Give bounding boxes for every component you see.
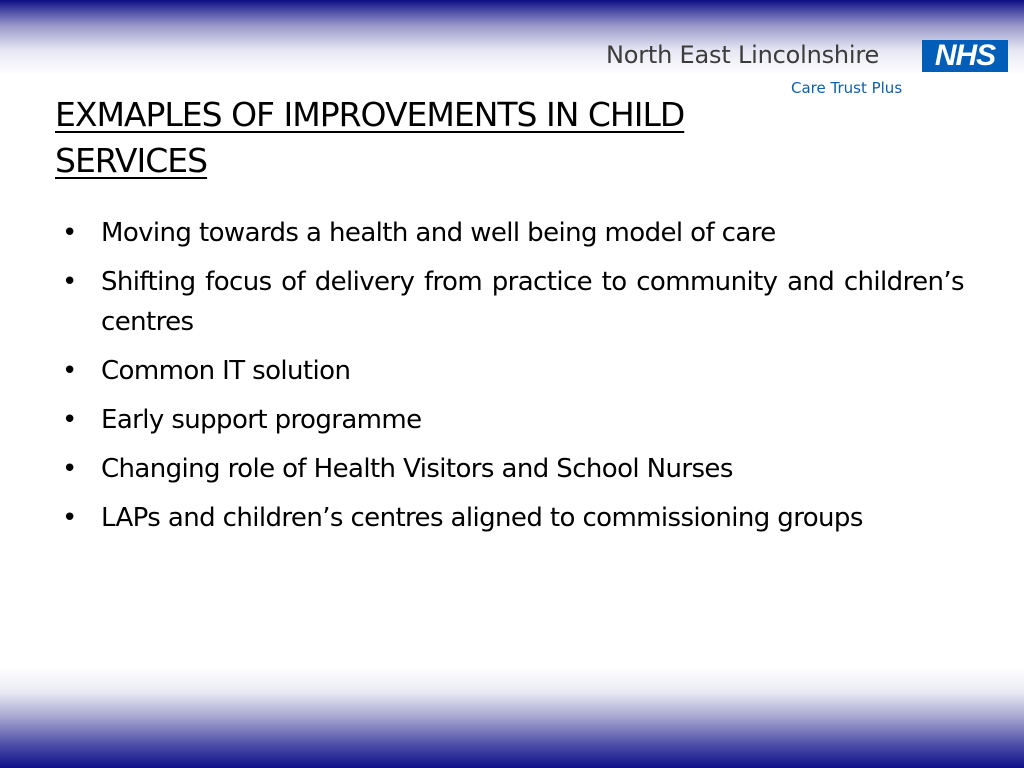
bullet-text: Moving towards a health and well being model of care [101, 218, 776, 248]
slide-title: EXMAPLES OF IMPROVEMENTS IN CHILD SERVICES [55, 95, 685, 180]
org-subtitle: Care Trust Plus [791, 79, 903, 97]
bullet-icon: • [62, 405, 77, 435]
bullet-text: Shifting focus of delivery from practice to community and children’s centres [101, 267, 964, 337]
bullet-item [62, 213, 964, 253]
bullet-icon: • [62, 356, 77, 386]
bullet-icon: • [62, 267, 77, 297]
org-name: North East Lincolnshire [606, 41, 880, 69]
bullet-text: Early support programme [101, 405, 422, 435]
bullet-icon: • [62, 454, 77, 484]
nhs-logo-icon: NHS [922, 40, 1008, 72]
bullet-item [62, 351, 964, 391]
bullet-item [62, 498, 964, 538]
bullet-item [62, 449, 964, 489]
bullet-text: Common IT solution [101, 356, 351, 386]
bullet-item [62, 400, 964, 440]
bullet-list [62, 213, 964, 547]
bullet-item [62, 262, 964, 342]
bullet-text: Changing role of Health Visitors and School Nurses [101, 454, 733, 484]
bullet-text: LAPs and children’s centres aligned to commissioning groups [101, 503, 863, 533]
bullet-icon: • [62, 218, 77, 248]
bullet-icon: • [62, 503, 77, 533]
